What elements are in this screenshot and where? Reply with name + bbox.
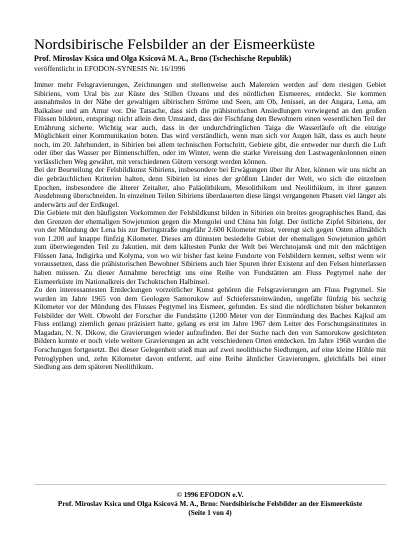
footer-citation: Prof. Miroslav Ksica und Olga Ksicová M. A., Brno: Nordsibirische Felsbilder an der Eismeerküste [57,499,363,508]
footer-copyright: © 1996 EFODON e.V. [176,491,244,499]
body-paragraph: Bei der Beurteilung der Felsbildkunst Sibiriens, insbesondere bei Erwägungen über ihr Alter, können wir uns nicht an die gebräuchlichen Kriterien halten, denn Sibirien ist eines der größten Länder der Welt, wo sich die einzelnen Epochen, insbesondere die älterer Zeitalter, also Paläolithikum, Mesolithikum und Neolithikum, in ihrer ganzen Ausdehnung überschneiden. In einzelnen Teilen Sibiriens überdauerten diese längst vergangenen Phasen viel länger als anderwärts auf der Erdkugel. [34,165,386,209]
document-page [34,36,386,372]
body-paragraph: Die Gebiete mit den häufigsten Vorkommen der Felsbildkunst bilden in Sibirien ein breites geographisches Band, das den Grenzen der ehemaligen Sowjetunion gegen die Mongolei und China hin folgt. Der östliche Zipfel Sibiriens, der von der Mündung der Lena bis zur Beringstraße ungefähr 2.600 Kilometer misst, verengt sich gegen Osten allmählich von 1.200 auf knappe fünfzig Kilometer. Dieses am dünnsten besiedelte Gebiet der ehemaligen Sowjetunion gehört zum überwiegenden Teil zu Jakutien, mit dem kältesten Punkt der Welt bei Werchnojansk und mit den mächtigen Flüssen Jana, Indigirka und Kolyma, von wo wir bisher fast keine Fundorte von Felsbildern kennen, selbst wenn wir voraussetzen, dass die prähistorischen Bewohner Sibiriens auch hier Spuren ihrer Existenz auf den Felsen hinterlassen haben müssen. Zu dieser Annahme berechtigt uns eine Reihe von Fundstätten am Fluss Pegtymel nahe der Eismeerküste im Nationalkreis der Tschuktschen Halbinsel. [34,208,386,286]
publication-note: veröffentlicht in EFODON-SYNESIS Nr. 16/1996 [34,64,186,73]
page-footer [34,491,386,517]
footer-divider [34,484,386,485]
article-body [34,81,386,372]
authors-line: Prof. Miroslav Ksica und Olga Ksicová M. A., Brno (Tschechische Republik) [34,54,292,63]
body-paragraph: Zu den interessantesten Entdeckungen vorzeitlicher Kunst gehören die Felsgravierungen am Fluss Pegtymel. Sie wurden im Jahre 1965 von dem Geologen Samorukow auf Schieferssteinwänden, ungefähr fünfzig bis sechzig Kilometer vor der Mündung des Flusses Pegtymel ins Eismeer, gefunden. Es sind die nördlichsten bisher bekannten Felsbilder der Welt. Obwohl der Forscher die Fundstätte (1200 Meter von der Einmündung des Baches Kajkul am Fluss entlang) ziemlich genau präzisiert hatte, gelang es erst im Jahre 1967 dem Leiter des Forschungsinstitutes in Magadan, N. N. Dikow, die Gravierungen wieder aufzufinden. Bei der Suche nach den von Samorukow gesichteten Bildern konnte er noch viele weitere Gravierungen an acht verschiedenen Orten entdecken. Im Jahre 1968 wurden die Forschungen fortgesetzt. Bei dieser Gelegenheit stieß man auf zwei neolithische Siedlungen, auf eine kleine Höhle mit Petroglyphen und, zehn Kilometer davon entfernt, auf eine Reihe ähnlicher Gravierungen, gleichfalls bei einer Siedlung aus dem späteren Neolithikum. [34,285,386,372]
document-title: Nordsibirische Felsbilder an der Eismeerküste [34,36,315,53]
body-paragraph: Immer mehr Felsgravierungen, Zeichnungen und stellenweise auch Malereien werden auf dem riesigen Gebiet Sibiriens, vom Ural bis zur Küste des Stillen Ozeans und des nördlichen Eismeeres, entdeckt. Sie kommen ausnahmslos in der Nähe der gewaltigen sibirischen Ströme und Seen, am Ob, Jenissei, an der Angara, Lena, am Baikalsee und am Amur vor. Die Tatsache, dass sich die prähistorischen Ansiedlungen vorwiegend an den großen Flüssen bildeten, entspringt nicht allein dem Umstand, dass der Fischfang den Bewohnern einen wesentlichen Teil der Ernährung sicherte. Wichtig war auch, dass in der undurchdringlichen Taiga die Wasserläufe oft die einzige Möglichkeit einer Kommunikation boten. Das wird verständlich, wenn man sich vor Augen hält, dass es auch heute noch, im 20. Jahrhundert, in Sibirien bei allem technischen Fortschritt, Gebiete gibt, die entweder nur durch die Luft oder über das Wasser per Binnenschiffen, oder im Winter, wenn die starke Vereisung den Lastwagenkolonnen einen verlässlichen Weg gewährt, mit verschiedenen Gütern versorgt werden können. [34,80,386,166]
page-indicator: (Seite 1 von 4) [188,508,232,517]
